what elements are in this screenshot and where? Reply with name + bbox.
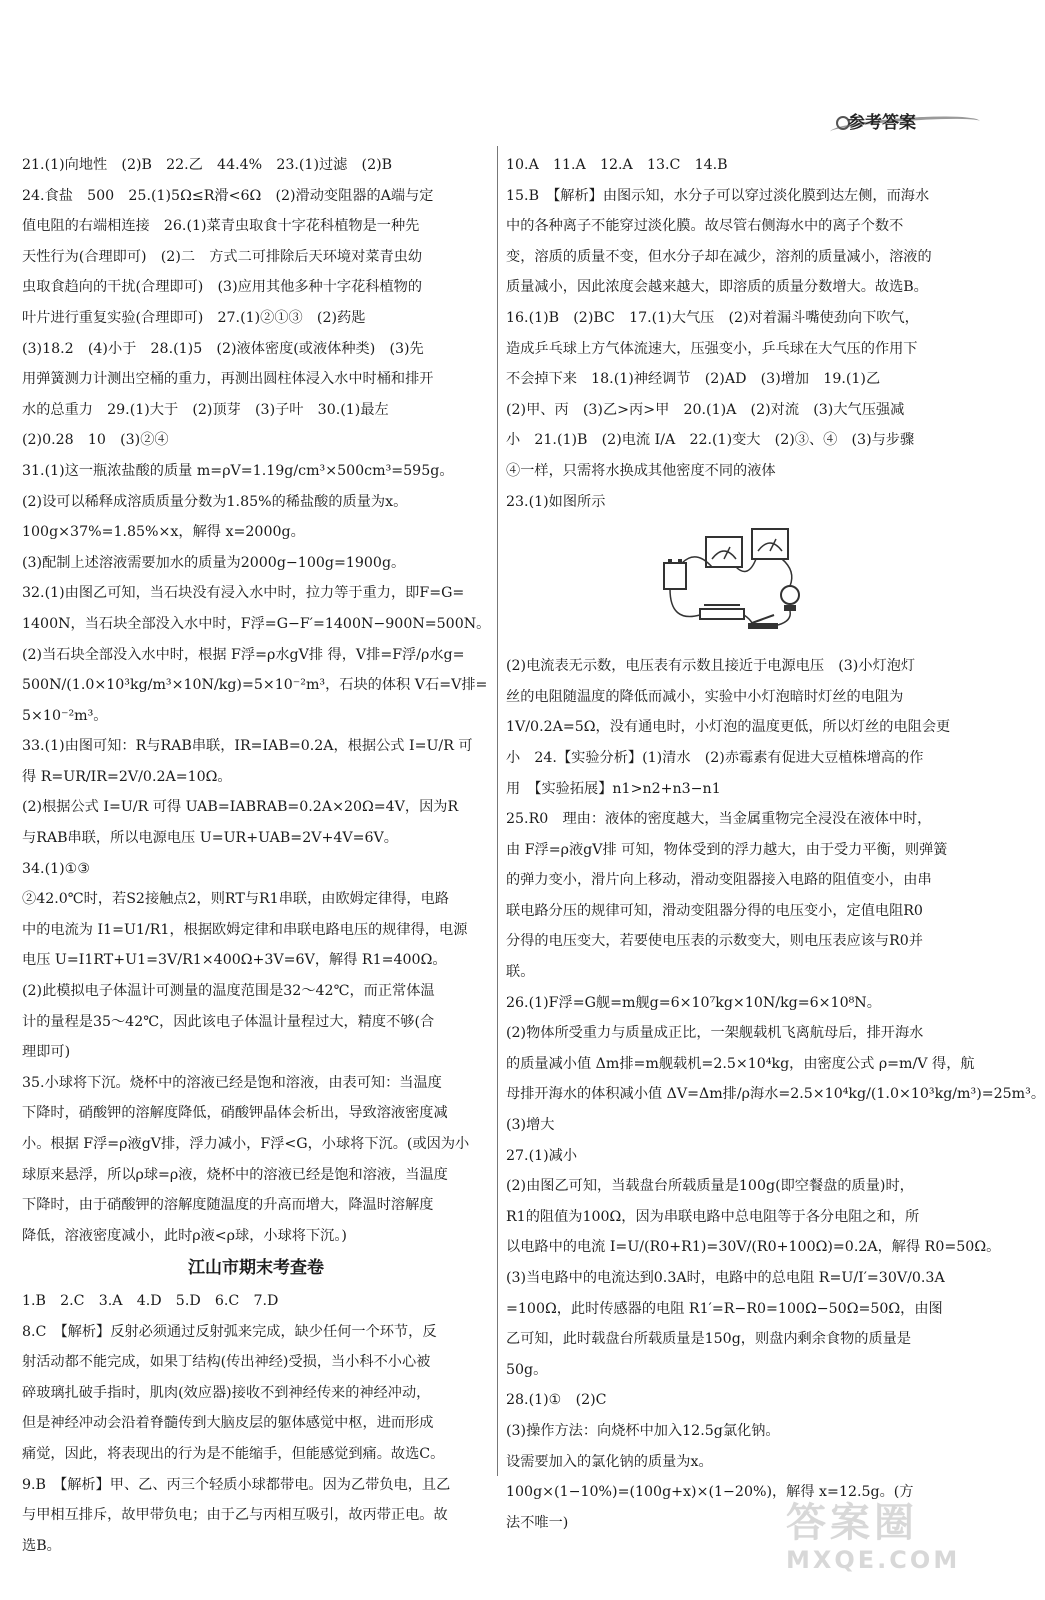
text-line: 10.A 11.A 12.A 13.C 14.B (506, 157, 728, 173)
text-line: 与甲相互排斥，故甲带负电；由于乙与丙相互吸引，故丙带正电。故 (22, 1507, 448, 1524)
text-line: 100g×37%=1.85%×x，解得 x=2000g。 (22, 524, 305, 541)
column-divider (497, 146, 498, 1476)
watermark-url: MXQE.COM (786, 1546, 961, 1574)
text-line: 25.R0 理由：液体的密度越大，当金属重物完全浸没在液体中时， (506, 811, 932, 828)
text-line: (3)操作方法：向烧杯中加入12.5g氯化钠。 (506, 1422, 780, 1439)
text-line: 由 F浮=ρ液gV排 可知，物体受到的浮力越大，由于受力平衡，则弹簧 (506, 841, 948, 858)
text-line: 联电路分压的规律可知，滑动变阻器分得的电压变小，定值电阻R0 (506, 902, 923, 919)
text-line: 500N/(1.0×10³kg/m³×10N/kg)=5×10⁻²m³，石块的体积 V石=V排= (22, 677, 488, 694)
text-line: 23.(1)如图所示 (506, 493, 606, 510)
text-line: 与RAB串联，所以电源电压 U=UR+UAB=2V+4V=6V。 (22, 830, 398, 847)
text-line: 叶片进行重复实验(合理即可) 27.(1)②①③ (2)药匙 (22, 309, 366, 326)
text-line: 电压 U=I1RT+U1=3V/R1×400Ω+3V=6V，解得 R1=400Ω。 (22, 952, 447, 969)
text-line: 理即可) (22, 1044, 71, 1061)
text-line: 1V/0.2A=5Ω，没有通电时，小灯泡的温度更低，所以灯丝的电阻会更 (506, 719, 951, 736)
text-line: (2)根据公式 I=U/R 可得 UAB=IABRAB=0.2A×20Ω=4V，因为R (22, 799, 459, 816)
section-title: 江山市期末考查卷 (188, 1258, 324, 1279)
text-line: 痛觉，因此，将表现出的行为是不能缩手，但能感觉到痛。故选C。 (22, 1445, 445, 1462)
text-line: 选B。 (22, 1537, 61, 1554)
text-line: 下降时，硝酸钾的溶解度降低，硝酸钾晶体会析出，导致溶液密度减 (22, 1105, 448, 1122)
text-line: 水的总重力 29.(1)大于 (2)顶芽 (3)子叶 30.(1)最左 (22, 401, 389, 418)
text-line: 设需要加入的氯化钠的质量为x。 (506, 1453, 713, 1470)
text-line: (3)增大 (506, 1117, 555, 1134)
text-line: 的弹力变小，滑片向上移动，滑动变阻器接入电路的阻值变小，由串 (506, 872, 932, 889)
text-line: 中的电流为 I1=U1/R1，根据欧姆定律和串联电路电压的规律得，电源 (22, 921, 468, 938)
text-line: 分得的电压变大，若要使电压表的示数变大，则电压表应该与R0并 (506, 933, 923, 950)
text-line: 降低，溶液密度减小，此时ρ液<ρ球，小球将下沉。) (22, 1227, 347, 1244)
text-line: 得 R=UR/IR=2V/0.2A=10Ω。 (22, 768, 232, 785)
text-line: 质量减小，因此浓度会越来越大，即溶质的质量分数增大。故选B。 (506, 279, 928, 296)
text-line: ④一样，只需将水换成其他密度不同的液体 (506, 462, 776, 479)
text-line: 碎玻璃扎破手指时，肌肉(效应器)接收不到神经传来的神经冲动， (22, 1384, 431, 1401)
text-line: (2)甲、丙 (3)乙>丙>甲 20.(1)A (2)对流 (3)大气压强减 (506, 401, 905, 418)
text-line: 但是神经冲动会沿着脊髓传到大脑皮层的躯体感觉中枢，进而形成 (22, 1415, 434, 1432)
text-line: (2)0.28 10 (3)②④ (22, 432, 169, 449)
text-line: (2)电流表无示数，电压表有示数且接近于电源电压 (3)小灯泡灯 (506, 658, 916, 675)
text-line: 虫取食趋向的干扰(合理即可) (3)应用其他多种十字花科植物的 (22, 279, 423, 296)
text-line: 24.食盐 500 25.(1)5Ω≤R滑<6Ω (2)滑动变阻器的A端与定 (22, 187, 434, 204)
text-line: 值电阻的右端相连接 26.(1)菜青虫取食十字花科植物是一种先 (22, 218, 420, 235)
watermark-logo: 答案圈 (786, 1500, 918, 1546)
right-column (506, 150, 1045, 1538)
text-line: 16.(1)B (2)BC 17.(1)大气压 (2)对着漏斗嘴使劲向下吹气， (506, 309, 919, 326)
circuit-figure (506, 519, 974, 649)
text-line: 35.小球将下沉。烧杯中的溶液已经是饱和溶液，由表可知：当温度 (22, 1074, 442, 1091)
text-line: 小 21.(1)B (2)电流 I/A 22.(1)变大 (2)③、④ (3)与步骤 (506, 432, 915, 449)
text-line: 联。 (506, 964, 535, 981)
text-line: (2)当石块全部没入水中时，根据 F浮=ρ水gV排 得，V排=F浮/ρ水g= (22, 646, 465, 663)
text-line: 母排开海水的体积减小值 ΔV=Δm排/ρ海水=2.5×10⁴kg/(1.0×10³kg/m³)=25m³。 (506, 1086, 1045, 1103)
text-line: 5×10⁻²m³。 (22, 707, 108, 724)
text-line: (2)设可以稀释成溶质质量分数为1.85%的稀盐酸的质量为x。 (22, 493, 408, 510)
text-line: 射活动都不能完成，如果丁结构(传出神经)受损，当小科不小心被 (22, 1354, 431, 1371)
text-line: 用 【实验拓展】n1>n2+n3−n1 (506, 780, 721, 797)
text-line: (2)物体所受重力与质量成正比，一架舰载机飞离航母后，排开海水 (506, 1025, 924, 1042)
watermark (786, 1500, 976, 1590)
text-line: 9.B 【解析】甲、乙、丙三个轻质小球都带电。因为乙带负电，且乙 (22, 1476, 451, 1493)
text-line: 26.(1)F浮=G舰=m舰g=6×10⁷kg×10N/kg=6×10⁸N。 (506, 994, 881, 1011)
text-line: 以电路中的电流 I=U/(R0+R1)=30V/(R0+100Ω)=0.2A，解得 R0=50Ω。 (506, 1239, 1001, 1256)
text-line: (3)18.2 (4)小于 28.(1)5 (2)液体密度(或液体种类) (3)先 (22, 340, 424, 357)
text-line: (2)此模拟电子体温计可测量的温度范围是32～42℃，而正常体温 (22, 983, 435, 1000)
text-line: 1400N，当石块全部没入水中时，F浮=G−F′=1400N−900N=500N。 (22, 615, 491, 632)
text-line: 28.(1)① (2)C (506, 1392, 607, 1409)
text-line: 中的各种离子不能穿过淡化膜。故尽管右侧海水中的离子个数不 (506, 218, 904, 235)
text-line: 1.B 2.C 3.A 4.D 5.D 6.C 7.D (22, 1292, 279, 1309)
text-line: R1的阻值为100Ω，因为串联电路中总电阻等于各分电阻之和，所 (506, 1208, 920, 1225)
text-line: 50g。 (506, 1361, 548, 1378)
text-line: 小 24.【实验分析】(1)清水 (2)赤霉素有促进大豆植株增高的作 (506, 749, 924, 766)
header-label: 参考答案 (848, 113, 916, 133)
text-line: 计的量程是35～42℃，因此该电子体温计量程过大，精度不够(合 (22, 1013, 435, 1030)
text-line: 用弹簧测力计测出空桶的重力，再测出圆柱体浸入水中时桶和排开 (22, 371, 434, 388)
text-line: 31.(1)这一瓶浓盐酸的质量 m=ρV=1.19g/cm³×500cm³=595g。 (22, 462, 454, 479)
circuit-diagram (656, 519, 816, 647)
text-line: 天性行为(合理即可) (2)二 方式二可排除后天环境对菜青虫幼 (22, 248, 423, 265)
text-line: 33.(1)由图可知：R与RAB串联，IR=IAB=0.2A，根据公式 I=U/R 可 (22, 738, 473, 755)
text-line: 造成乒乓球上方气体流速大，压强变小，乒乓球在大气压的作用下 (506, 340, 918, 357)
text-line: 球原来悬浮，所以ρ球=ρ液，烧杯中的溶液已经是饱和溶液，当温度 (22, 1166, 448, 1183)
answer-key-header (830, 108, 980, 138)
text-line: 丝的电阻随温度的降低而减小，实验中小灯泡暗时灯丝的电阻为 (506, 688, 904, 705)
text-line: 下降时，由于硝酸钾的溶解度随温度的升高而增大，降温时溶解度 (22, 1197, 434, 1214)
text-line: 27.(1)减小 (506, 1147, 578, 1164)
text-line: (2)由图乙可知，当载盘台所载质量是100g(即空餐盘的质量)时， (506, 1178, 914, 1195)
text-line: 小。根据 F浮=ρ液gV排，浮力减小，F浮<G，小球将下沉。(或因为小 (22, 1136, 470, 1152)
text-line: 15.B 【解析】由图示知，水分子可以穿过淡化膜到达左侧，而海水 (506, 187, 930, 204)
text-line: 变，溶质的质量不变，但水分子却在减少，溶剂的质量减小，溶液的 (506, 248, 932, 265)
text-line: 乙可知，此时载盘台所载质量是150g，则盘内剩余食物的质量是 (506, 1331, 912, 1348)
left-column (22, 150, 490, 1561)
text-line: 法不唯一) (506, 1514, 569, 1531)
text-line: 100g×(1−10%)=(100g+x)×(1−20%)，解得 x=12.5g。(方 (506, 1484, 914, 1501)
text-line: 32.(1)由图乙可知，当石块没有浸入水中时，拉力等于重力，即F=G= (22, 585, 465, 602)
text-line: 8.C 【解析】反射必须通过反射弧来完成，缺少任何一个环节，反 (22, 1323, 437, 1340)
text-line: (3)配制上述溶液需要加水的质量为2000g−100g=1900g。 (22, 554, 406, 571)
text-line: 不会掉下来 18.(1)神经调节 (2)AD (3)增加 19.(1)乙 (506, 371, 881, 388)
text-line: 21.(1)向地性 (2)B 22.乙 44.4% 23.(1)过滤 (2)B (22, 157, 393, 173)
text-line: (3)当电路中的电流达到0.3A时，电路中的总电阻 R=U/I′=30V/0.3A (506, 1270, 945, 1286)
text-line: 34.(1)①③ (22, 860, 91, 877)
text-line: ②42.0℃时，若S2接触点2，则RT与R1串联，由欧姆定律得，电路 (22, 891, 449, 908)
text-line: =100Ω，此时传感器的电阻 R1′=R−R0=100Ω−50Ω=50Ω，由图 (506, 1300, 943, 1317)
text-line: 的质量减小值 Δm排=m舰载机=2.5×10⁴kg，由密度公式 ρ=m/V 得，航 (506, 1055, 975, 1072)
